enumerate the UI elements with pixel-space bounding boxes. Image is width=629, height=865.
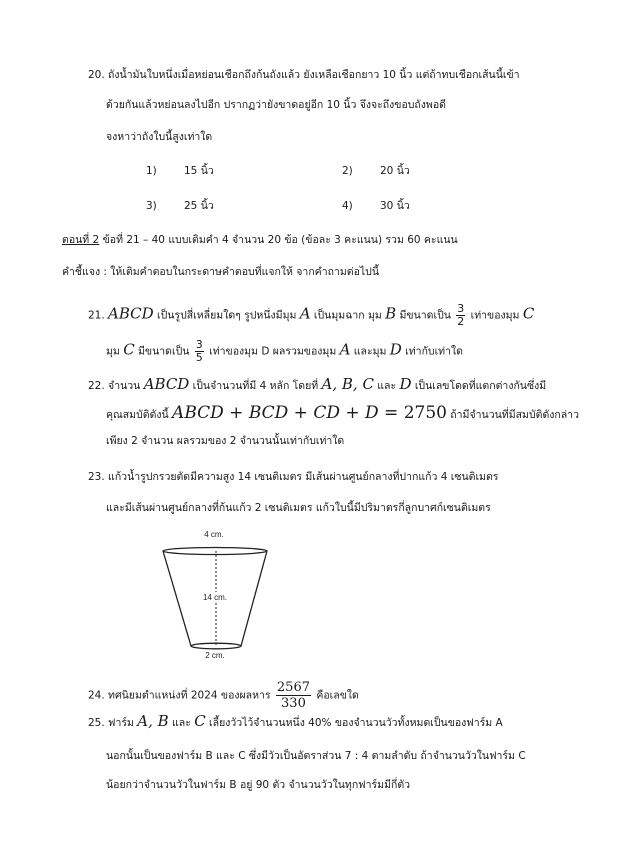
bottom-diameter-label: 2 cm. — [205, 651, 225, 660]
text: คือเลขใด — [313, 689, 359, 702]
fraction-3-2 — [456, 303, 465, 328]
denominator: 2 — [457, 315, 465, 328]
text: ถ้ามีจำนวนที่มีสมบัติดังกล่าว — [446, 409, 579, 421]
math-ab: A, B — [137, 712, 169, 730]
text: จำนวน — [108, 380, 144, 392]
math-c: C — [194, 712, 206, 730]
numerator: 3 — [195, 338, 203, 351]
text: เท่าของมุม D ผลรวมของมุม — [205, 345, 340, 358]
choice-value: 20 นิ้ว — [380, 165, 410, 177]
math-c: C — [522, 304, 535, 323]
q25-line3: น้อยกว่าจำนวนวัวในฟาร์ม B อยู่ 90 ตัว จำนวนวัวในทุกฟาร์มมีกี่ตัว — [106, 779, 411, 791]
text: ฟาร์ม — [104, 717, 138, 729]
text: เป็นรูปสี่เหลี่ยมใดๆ รูปหนึ่งมีมุม — [153, 309, 300, 322]
math-c: C — [123, 340, 135, 359]
q23-line1 — [88, 470, 498, 484]
numerator: 3 — [457, 302, 465, 315]
math-b: B — [385, 304, 397, 323]
text: คุณสมบัติดังนี้ — [106, 409, 173, 421]
truncated-cone-figure — [155, 528, 275, 667]
q21-line2 — [106, 339, 463, 364]
q21-line1 — [88, 303, 534, 328]
text: มุม — [106, 345, 124, 358]
text: เป็นมุมฉาก มุม — [310, 309, 386, 322]
q20-choice-4 — [342, 199, 410, 213]
question-number: 20. — [88, 69, 105, 81]
q20-line3: จงหาว่าถังใบนี้สูงเท่าใด — [106, 131, 213, 143]
q20-line2: ด้วยกันแล้วหย่อนลงไปอีก ปรากฏว่ายังขาดอยู่อีก 10 นิ้ว จึงจะถึงขอบถังพอดี — [106, 99, 446, 111]
choice-value: 30 นิ้ว — [380, 200, 410, 212]
q24-line — [88, 680, 359, 711]
question-number: 25. — [88, 717, 105, 729]
choice-label: 4) — [342, 200, 353, 212]
choice-label: 1) — [146, 165, 157, 177]
cup-diagram-icon — [155, 528, 275, 663]
text: ทศนิยมตำแหน่งที่ 2024 ของผลหาร — [104, 689, 274, 702]
text: เท่าของมุม — [467, 309, 523, 322]
choice-label: 3) — [146, 200, 157, 212]
fraction-3-5 — [195, 339, 204, 364]
math-abcd: ABCD — [143, 375, 190, 393]
section2-desc: ข้อที่ 21 – 40 แบบเติมคำ 4 จำนวน 20 ข้อ (ข้อละ 3 คะแนน) รวม 60 คะแนน — [99, 234, 458, 246]
math-a: A — [299, 304, 311, 323]
math-a: A — [339, 340, 351, 359]
question-number: 22. — [88, 380, 105, 392]
fraction-2567-330 — [276, 680, 311, 711]
text: มีขนาดเป็น — [134, 345, 193, 358]
text: เป็นเลขโดดที่แตกต่างกันซึ่งมี — [411, 380, 547, 392]
choice-value: 25 นิ้ว — [184, 200, 214, 212]
section2-instructions: คำชี้แจง : ให้เติมคำตอบในกระดาษคำตอบที่แจกให้ จากคำถามต่อไปนี้ — [62, 266, 380, 278]
denominator: 330 — [281, 696, 306, 711]
text: และ — [168, 717, 195, 729]
q20-choice-2 — [342, 164, 410, 178]
q23-line2: และมีเส้นผ่านศูนย์กลางที่ก้นแก้ว 2 เซนติเมตร แก้วใบนี้มีปริมาตรกี่ลูกบาศก์เซนติเมตร — [106, 502, 491, 514]
choice-value: 15 นิ้ว — [184, 165, 214, 177]
q22-line1 — [88, 377, 546, 393]
question-number: 21. — [88, 309, 105, 322]
text: เท่ากับเท่าใด — [401, 345, 463, 358]
section2-header — [62, 233, 458, 247]
section2-title: ตอนที่ 2 — [62, 234, 100, 246]
text: และ — [373, 380, 400, 392]
height-label: 14 cm. — [202, 593, 228, 602]
math-d: D — [399, 375, 412, 393]
equation-lhs: ABCD + BCD + CD + D — [172, 403, 379, 423]
question-number: 24. — [88, 689, 105, 702]
q22-line3: เพียง 2 จำนวน ผลรวมของ 2 จำนวนนั้นเท่ากับเท่าใด — [106, 435, 345, 447]
numerator: 2567 — [276, 680, 310, 695]
q22-line2 — [106, 403, 579, 423]
q20-choice-3 — [146, 199, 214, 213]
equation-rhs: = 2750 — [378, 403, 447, 423]
math-abcd: ABCD — [108, 304, 154, 323]
text: มีขนาดเป็น — [396, 309, 455, 322]
q20-line1 — [88, 68, 520, 82]
q25-line2: นอกนั้นเป็นของฟาร์ม B และ C ซึ่งมีวัวเป็นอัตราส่วน 7 : 4 ตามลำดับ ถ้าจำนวนวัวในฟาร์ม C — [106, 750, 526, 762]
text: เลี้ยงวัวไว้จำนวนหนึ่ง 40% ของจำนวนวัวทั้งหมดเป็นของฟาร์ม A — [205, 717, 503, 729]
text: แก้วน้ำรูปกรวยตัดมีความสูง 14 เซนติเมตร มีเส้นผ่านศูนย์กลางที่ปากแก้ว 4 เซนติเมตร — [108, 471, 499, 483]
math-d: D — [389, 340, 402, 359]
question-number: 23. — [88, 471, 105, 483]
top-diameter-label: 4 cm. — [204, 530, 224, 539]
text: เป็นจำนวนที่มี 4 หลัก โดยที่ — [189, 380, 322, 392]
q20-choice-1 — [146, 164, 214, 178]
denominator: 5 — [195, 351, 203, 364]
q25-line1 — [88, 714, 503, 730]
math-abc: A, B, C — [321, 375, 374, 393]
q20-text-1: ถังน้ำมันใบหนึ่งเมื่อหย่อนเชือกถึงก้นถังแล้ว ยังเหลือเชือกยาว 10 นิ้ว แต่ถ้าทบเชือกเส้นนี้เข้า — [108, 69, 520, 81]
text: และมุม — [350, 345, 390, 358]
choice-label: 2) — [342, 165, 353, 177]
